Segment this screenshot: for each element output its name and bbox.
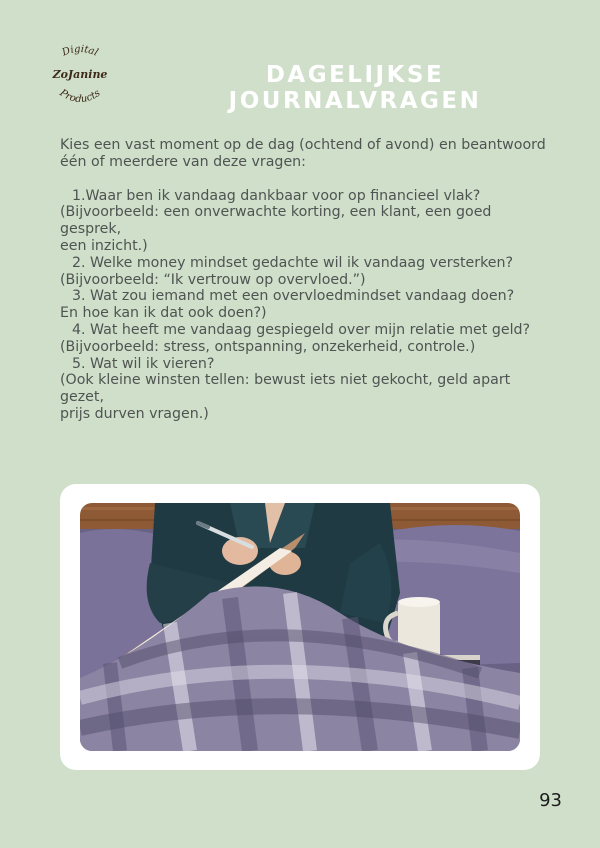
question-1-example-2: een inzicht.) xyxy=(60,237,148,254)
intro-line-2: één of meerdere van deze vragen: xyxy=(60,153,306,170)
question-5 xyxy=(60,356,550,423)
brand-bottom-text: Products xyxy=(57,87,103,106)
brand-middle-text: ZoJanine xyxy=(52,68,108,81)
title-line-1: DAGELIJKSE xyxy=(265,62,445,88)
question-1-title: 1.Waar ben ik vandaag dankbaar voor op financieel vlak? xyxy=(72,187,481,204)
question-5-example-2: prijs durven vragen.) xyxy=(60,405,209,422)
question-2-example: (Bijvoorbeeld: “Ik vertrouw op overvloed.”) xyxy=(60,271,366,288)
question-1-example-1: (Bijvoorbeeld: een onverwachte korting, een klant, een goed gesprek, xyxy=(60,204,492,238)
journaling-photo xyxy=(80,503,520,751)
question-4 xyxy=(60,322,550,356)
question-3 xyxy=(60,288,550,322)
intro-paragraph xyxy=(60,137,550,171)
intro-line-1: Kies een vast moment op de dag (ochtend of avond) en beantwoord xyxy=(60,137,546,153)
svg-text:Products xyxy=(57,87,103,105)
question-3-example: En hoe kan ik dat ook doen?) xyxy=(60,305,267,322)
svg-text:Digital xyxy=(60,44,100,59)
title-line-2: JOURNALVRAGEN xyxy=(228,88,482,114)
brand-logo-mark xyxy=(40,38,120,118)
journaling-illustration xyxy=(80,503,520,751)
question-3-title: 3. Wat zou iemand met een overvloedmindset vandaag doen? xyxy=(72,288,515,305)
page-number: 93 xyxy=(539,790,562,811)
question-5-example-1: (Ook kleine winsten tellen: bewust iets niet gekocht, geld apart gezet, xyxy=(60,372,511,406)
question-4-example: (Bijvoorbeeld: stress, ontspanning, onzekerheid, controle.) xyxy=(60,338,476,355)
page-title xyxy=(200,62,510,114)
photo-card xyxy=(60,484,540,770)
question-1 xyxy=(60,188,550,255)
question-2-title: 2. Welke money mindset gedachte wil ik vandaag versterken? xyxy=(72,254,514,271)
question-2 xyxy=(60,255,550,289)
brand-top-text: Digital xyxy=(60,43,100,59)
question-5-title: 5. Wat wil ik vieren? xyxy=(72,355,215,372)
question-4-title: 4. Wat heeft me vandaag gespiegeld over mijn relatie met geld? xyxy=(72,321,531,338)
journal-content xyxy=(60,137,550,423)
brand-logo xyxy=(40,38,120,118)
